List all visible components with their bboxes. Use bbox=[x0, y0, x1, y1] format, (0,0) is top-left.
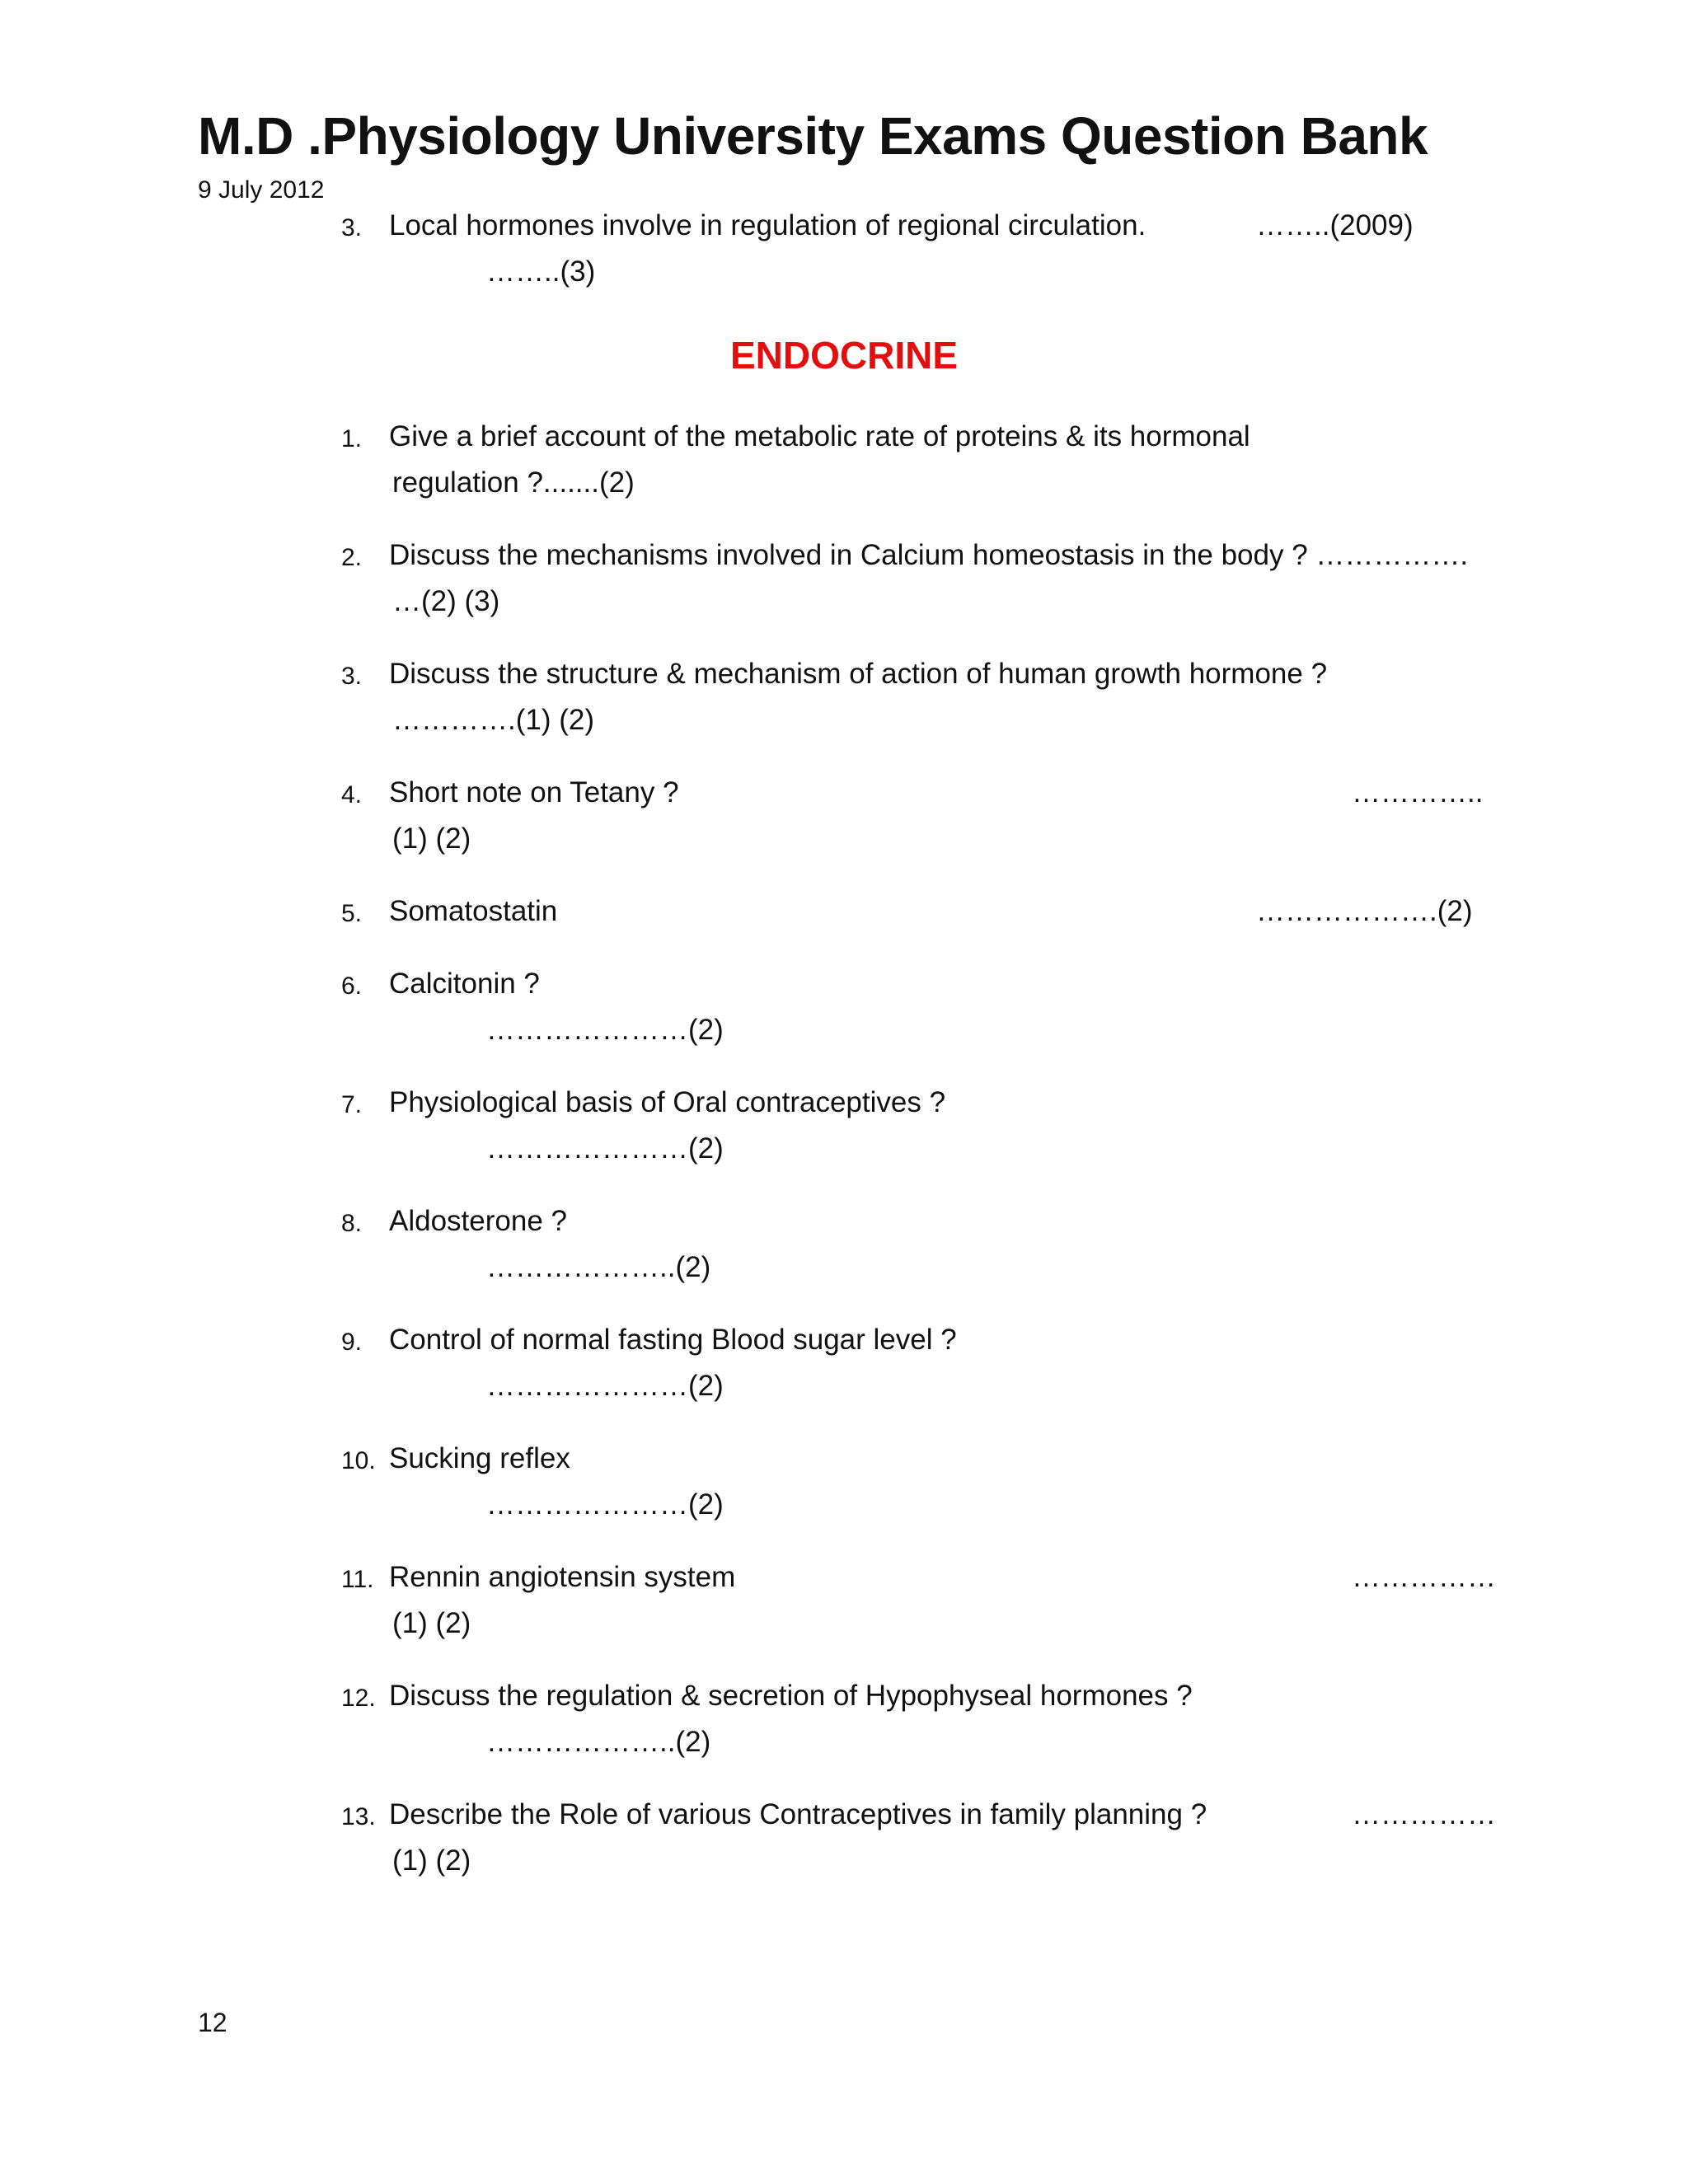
item-text: Discuss the structure & mechanism of action of human growth hormone ? bbox=[389, 658, 1328, 690]
item-number: 3. bbox=[341, 663, 363, 690]
item-number: 5. bbox=[341, 900, 363, 927]
item-number: 1. bbox=[341, 425, 363, 452]
item-number: 10. bbox=[341, 1447, 376, 1474]
item-text: Give a brief account of the metabolic rate of proteins & its hormonal bbox=[389, 420, 1250, 452]
page-title: M.D .Physiology University Exams Question Bank bbox=[198, 106, 1428, 166]
item-number: 13. bbox=[341, 1803, 376, 1830]
item-marks: …………………(2) bbox=[486, 1132, 724, 1165]
page-number: 12 bbox=[198, 2008, 227, 2037]
item-reference: …………… bbox=[1352, 1798, 1496, 1830]
item-text: Discuss the regulation & secretion of Hypophyseal hormones ? bbox=[389, 1680, 1193, 1712]
item-number: 9. bbox=[341, 1329, 363, 1356]
item-reference: …………… bbox=[1352, 1561, 1496, 1593]
item-marks: …………………(2) bbox=[486, 1370, 724, 1402]
item-text: Local hormones involve in regulation of regional circulation. bbox=[389, 209, 1146, 241]
item-text: Physiological basis of Oral contraceptives ? bbox=[389, 1086, 946, 1118]
item-number: 12. bbox=[341, 1685, 376, 1712]
item-marks: ……..(3) bbox=[486, 255, 596, 288]
item-marks: ………………..(2) bbox=[486, 1726, 711, 1758]
item-text: Discuss the mechanisms involved in Calcium homeostasis in the body ? ……………. bbox=[389, 539, 1469, 571]
item-text: Rennin angiotensin system bbox=[389, 1561, 736, 1593]
section-heading: ENDOCRINE bbox=[729, 334, 959, 377]
item-marks: (1) (2) bbox=[392, 1607, 471, 1639]
item-marks: ………….(1) (2) bbox=[392, 704, 594, 736]
item-text: Somatostatin bbox=[389, 895, 558, 927]
item-marks: regulation ?.......(2) bbox=[392, 466, 635, 499]
item-number: 6. bbox=[341, 972, 363, 1000]
item-marks: …(2) (3) bbox=[392, 585, 500, 617]
item-number: 8. bbox=[341, 1210, 363, 1237]
item-number: 7. bbox=[341, 1091, 363, 1118]
item-marks: (1) (2) bbox=[392, 823, 471, 855]
document-date: 9 July 2012 bbox=[198, 176, 325, 204]
item-number: 2. bbox=[341, 544, 363, 571]
item-number: 11. bbox=[341, 1566, 374, 1593]
item-text: Calcitonin ? bbox=[389, 968, 540, 1000]
item-number: 4. bbox=[341, 781, 363, 808]
item-text: Sucking reflex bbox=[389, 1442, 570, 1474]
item-reference: ………….. bbox=[1352, 776, 1484, 808]
item-text: Control of normal fasting Blood sugar level ? bbox=[389, 1324, 957, 1356]
item-reference: ……………….(2) bbox=[1256, 895, 1473, 927]
item-text: Aldosterone ? bbox=[389, 1205, 567, 1237]
item-marks: (1) (2) bbox=[392, 1844, 471, 1877]
item-marks: ………………..(2) bbox=[486, 1251, 711, 1283]
item-text: Describe the Role of various Contraceptives in family planning ? bbox=[389, 1798, 1207, 1830]
item-text: Short note on Tetany ? bbox=[389, 776, 679, 808]
item-number: 3. bbox=[341, 214, 363, 241]
item-marks: …………………(2) bbox=[486, 1014, 724, 1046]
item-reference: ……..(2009) bbox=[1256, 209, 1414, 241]
item-marks: …………………(2) bbox=[486, 1488, 724, 1521]
